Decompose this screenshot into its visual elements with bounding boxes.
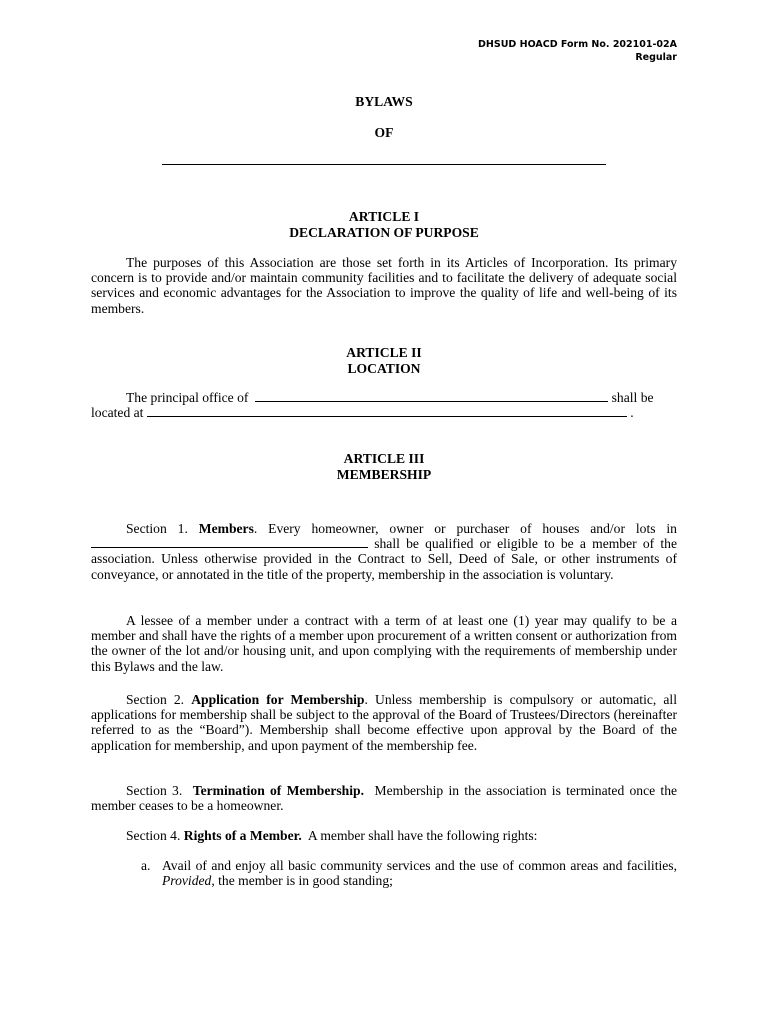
article-1-heading — [0, 209, 768, 240]
section-1-prefix: Section 1. — [126, 521, 188, 536]
article-3-heading — [0, 451, 768, 482]
article-2-number: ARTICLE II — [346, 345, 422, 360]
article-2-text-a: The principal office of — [126, 390, 249, 405]
section-1-text-b: shall be qualified or eligible to be a member of the association. Unless otherwise provided in the Contract to Sell, Deed of Sale, or other instruments of conveyance, or annotated in the title of the property, membership in the association is voluntary. — [91, 536, 677, 582]
right-a-italic: Provided — [162, 873, 212, 889]
section-2-paragraph — [91, 692, 677, 753]
form-type: Regular — [635, 52, 677, 63]
list-marker: a. — [141, 858, 151, 873]
section-1-text-a: . Every homeowner, owner or purchaser of houses and/or lots in — [253, 521, 677, 536]
section-2-heading: Application for Membership — [191, 692, 365, 707]
lessee-paragraph: A lessee of a member under a contract with a term of at least one (1) year may qualify to be a member and shall have the rights of a member upon procurement of a written consent or authorization from the owner of the lot and/or housing unit, and upon complying with the requirements of membership under this Bylaws and the law. — [91, 613, 677, 674]
section-1-heading: Members — [198, 521, 254, 536]
article-1-paragraph: The purposes of this Association are those set forth in its Articles of Incorporation. Its primary concern is to provide and/or maintain community facilities and to facilitate the delivery of adequate social services and economic advantages for the Association to improve the quality of life and well-being of its members. — [91, 255, 677, 316]
section-2-text: . Unless membership is compulsory or automatic, all applications for membership shall be subject to the approval of the Board of Trustees/Directors (hereinafter referred to as the “Board”). Membership shall become effective upon approval by the Board of the application for membership, and upon payment of the membership fee. — [91, 692, 677, 753]
right-a-text-b: , the member is in good standing; — [211, 873, 393, 889]
section-3-heading: Termination of Membership. — [192, 783, 364, 798]
section-4-paragraph — [91, 828, 677, 843]
list-item — [141, 858, 677, 888]
right-a-text: Avail of and enjoy all basic community services and the use of common areas and facilities, — [162, 858, 677, 873]
section-3-paragraph — [91, 783, 677, 813]
office-name-blank — [255, 390, 608, 402]
association-name-blank — [162, 164, 606, 165]
document-title: BYLAWS — [355, 94, 413, 109]
article-3-title: MEMBERSHIP — [336, 466, 432, 482]
article-1-number: ARTICLE I — [348, 209, 420, 224]
article-2-title: LOCATION — [347, 360, 421, 376]
article-2-paragraph — [91, 390, 677, 420]
office-location-blank — [147, 405, 627, 417]
article-1-title: DECLARATION OF PURPOSE — [289, 224, 479, 240]
form-identifier — [478, 38, 677, 64]
section-3-prefix: Section 3. — [126, 783, 183, 798]
article-2-heading — [0, 345, 768, 376]
section-2-prefix: Section 2. — [126, 692, 185, 707]
article-2-text-c: . — [630, 405, 634, 421]
section-4-heading: Rights of a Member. — [183, 828, 302, 843]
article-3-number: ARTICLE III — [343, 451, 425, 466]
document-title-of: OF — [374, 125, 394, 140]
section-4-text: A member shall have the following rights: — [307, 828, 538, 843]
section-1-paragraph — [91, 521, 677, 582]
subdivision-name-blank — [91, 536, 368, 548]
article-2-text-b: shall be located at — [91, 390, 654, 421]
section-4-prefix: Section 4. — [126, 828, 181, 843]
list-item-text — [162, 858, 677, 888]
form-number: DHSUD HOACD Form No. 202101-02A — [478, 39, 677, 50]
section-3-text: Membership in the association is terminated once the member ceases to be a homeowner. — [91, 783, 678, 814]
